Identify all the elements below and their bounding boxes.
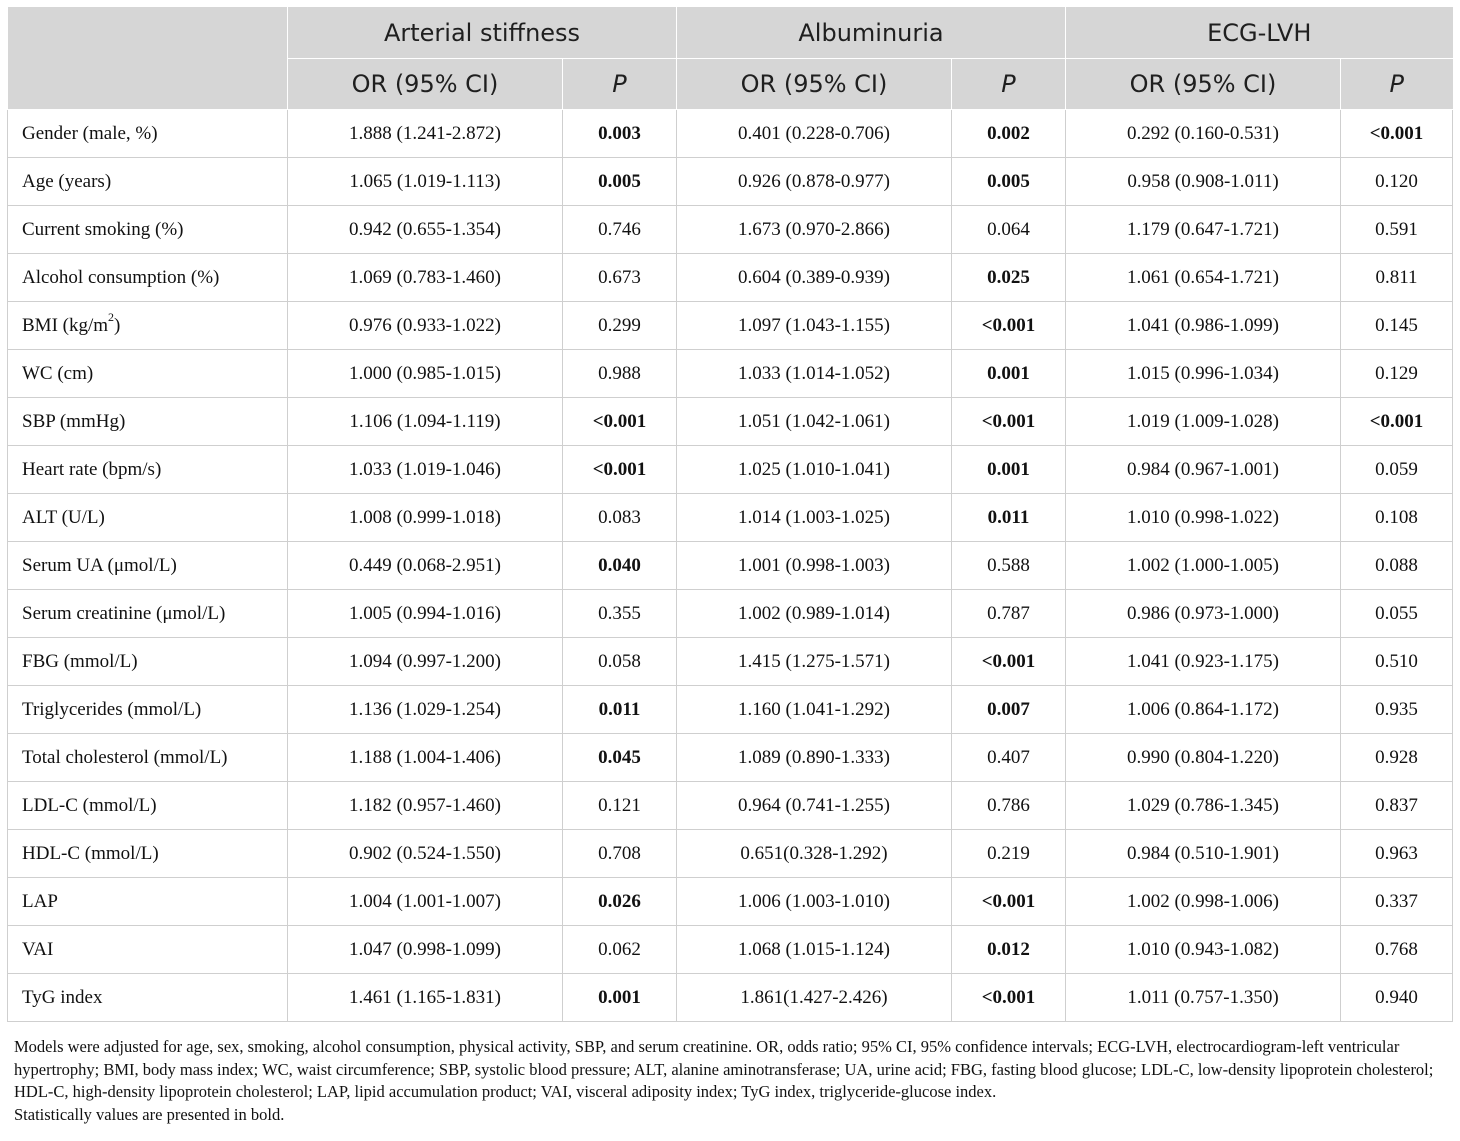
arterial-stiffness-p: 0.005 [563, 158, 677, 206]
albuminuria-p: 0.002 [952, 110, 1066, 158]
albuminuria-or: 1.097 (1.043-1.155) [677, 302, 952, 350]
albuminuria-or: 0.926 (0.878-0.977) [677, 158, 952, 206]
albuminuria-or: 0.604 (0.389-0.939) [677, 254, 952, 302]
ecg-lvh-or: 0.958 (0.908-1.011) [1066, 158, 1341, 206]
albuminuria-p: <0.001 [952, 974, 1066, 1022]
row-label-superscript: 2 [108, 310, 115, 325]
albuminuria-p: 0.588 [952, 542, 1066, 590]
table-row [8, 878, 1453, 926]
ecg-lvh-p: 0.928 [1341, 734, 1453, 782]
arterial-stiffness-p: 0.003 [563, 110, 677, 158]
albuminuria-p: 0.001 [952, 446, 1066, 494]
table-row [8, 686, 1453, 734]
row-label: Serum UA (μmol/L) [8, 542, 288, 590]
row-label: Serum creatinine (μmol/L) [8, 590, 288, 638]
ecg-lvh-or: 1.015 (0.996-1.034) [1066, 350, 1341, 398]
table-footnotes [14, 1036, 1444, 1126]
arterial-stiffness-p: <0.001 [563, 398, 677, 446]
arterial-stiffness-or: 1.106 (1.094-1.119) [288, 398, 563, 446]
arterial-stiffness-or: 0.976 (0.933-1.022) [288, 302, 563, 350]
arterial-stiffness-or: 1.182 (0.957-1.460) [288, 782, 563, 830]
albuminuria-or: 1.006 (1.003-1.010) [677, 878, 952, 926]
header-group-arterial-stiffness: Arterial stiffness [288, 7, 677, 59]
ecg-lvh-p: 0.837 [1341, 782, 1453, 830]
albuminuria-p: 0.025 [952, 254, 1066, 302]
row-label: LDL-C (mmol/L) [8, 782, 288, 830]
albuminuria-or: 1.001 (0.998-1.003) [677, 542, 952, 590]
albuminuria-p: 0.005 [952, 158, 1066, 206]
row-label: LAP [8, 878, 288, 926]
ecg-lvh-or: 0.292 (0.160-0.531) [1066, 110, 1341, 158]
arterial-stiffness-or: 0.449 (0.068-2.951) [288, 542, 563, 590]
row-label-tail: ) [114, 314, 121, 336]
row-label: FBG (mmol/L) [8, 638, 288, 686]
arterial-stiffness-p: 0.355 [563, 590, 677, 638]
table-wrapper [7, 7, 1452, 1022]
arterial-stiffness-p: 0.708 [563, 830, 677, 878]
arterial-stiffness-p: 0.988 [563, 350, 677, 398]
arterial-stiffness-p: <0.001 [563, 446, 677, 494]
albuminuria-p: <0.001 [952, 878, 1066, 926]
header-blank-cell [8, 7, 288, 110]
arterial-stiffness-or: 1.136 (1.029-1.254) [288, 686, 563, 734]
albuminuria-or: 1.861(1.427-2.426) [677, 974, 952, 1022]
albuminuria-or: 1.068 (1.015-1.124) [677, 926, 952, 974]
header-or-ci: OR (95% CI) [1066, 59, 1341, 110]
ecg-lvh-p: 0.337 [1341, 878, 1453, 926]
arterial-stiffness-p: 0.062 [563, 926, 677, 974]
ecg-lvh-p: 0.129 [1341, 350, 1453, 398]
table-row [8, 830, 1453, 878]
table-row [8, 590, 1453, 638]
table-row [8, 158, 1453, 206]
arterial-stiffness-or: 0.942 (0.655-1.354) [288, 206, 563, 254]
table-body [8, 110, 1453, 1022]
arterial-stiffness-or: 1.888 (1.241-2.872) [288, 110, 563, 158]
ecg-lvh-or: 1.041 (0.986-1.099) [1066, 302, 1341, 350]
ecg-lvh-p: 0.088 [1341, 542, 1453, 590]
table-row [8, 638, 1453, 686]
arterial-stiffness-or: 1.188 (1.004-1.406) [288, 734, 563, 782]
ecg-lvh-or: 1.010 (0.998-1.022) [1066, 494, 1341, 542]
table-row [8, 926, 1453, 974]
albuminuria-or: 1.014 (1.003-1.025) [677, 494, 952, 542]
ecg-lvh-or: 1.002 (1.000-1.005) [1066, 542, 1341, 590]
row-label: Age (years) [8, 158, 288, 206]
ecg-lvh-or: 1.029 (0.786-1.345) [1066, 782, 1341, 830]
header-group-ecg-lvh: ECG-LVH [1066, 7, 1453, 59]
footnote-bold-note: Statistically values are presented in bold. [14, 1104, 285, 1124]
row-label: VAI [8, 926, 288, 974]
header-or-ci: OR (95% CI) [288, 59, 563, 110]
albuminuria-p: 0.064 [952, 206, 1066, 254]
albuminuria-p: 0.012 [952, 926, 1066, 974]
arterial-stiffness-or: 1.004 (1.001-1.007) [288, 878, 563, 926]
header-p: P [952, 59, 1066, 110]
albuminuria-p: <0.001 [952, 302, 1066, 350]
albuminuria-or: 1.160 (1.041-1.292) [677, 686, 952, 734]
arterial-stiffness-or: 1.047 (0.998-1.099) [288, 926, 563, 974]
arterial-stiffness-or: 1.461 (1.165-1.831) [288, 974, 563, 1022]
albuminuria-or: 0.651(0.328-1.292) [677, 830, 952, 878]
arterial-stiffness-p: 0.083 [563, 494, 677, 542]
ecg-lvh-p: <0.001 [1341, 110, 1453, 158]
arterial-stiffness-p: 0.673 [563, 254, 677, 302]
ecg-lvh-p: 0.811 [1341, 254, 1453, 302]
header-or-ci: OR (95% CI) [677, 59, 952, 110]
ecg-lvh-p: 0.768 [1341, 926, 1453, 974]
table-row [8, 350, 1453, 398]
arterial-stiffness-or: 1.008 (0.999-1.018) [288, 494, 563, 542]
albuminuria-p: <0.001 [952, 638, 1066, 686]
row-label: SBP (mmHg) [8, 398, 288, 446]
row-label: Alcohol consumption (%) [8, 254, 288, 302]
albuminuria-or: 0.964 (0.741-1.255) [677, 782, 952, 830]
albuminuria-p: 0.001 [952, 350, 1066, 398]
ecg-lvh-or: 1.010 (0.943-1.082) [1066, 926, 1341, 974]
albuminuria-p: 0.787 [952, 590, 1066, 638]
table-row [8, 446, 1453, 494]
albuminuria-p: 0.407 [952, 734, 1066, 782]
ecg-lvh-or: 1.019 (1.009-1.028) [1066, 398, 1341, 446]
row-label: ALT (U/L) [8, 494, 288, 542]
table-row [8, 734, 1453, 782]
row-label: Gender (male, %) [8, 110, 288, 158]
arterial-stiffness-p: 0.045 [563, 734, 677, 782]
ecg-lvh-p: 0.059 [1341, 446, 1453, 494]
arterial-stiffness-or: 1.094 (0.997-1.200) [288, 638, 563, 686]
arterial-stiffness-or: 0.902 (0.524-1.550) [288, 830, 563, 878]
table-row [8, 302, 1453, 350]
row-label-text: BMI (kg/m [22, 314, 109, 336]
ecg-lvh-p: 0.963 [1341, 830, 1453, 878]
arterial-stiffness-or: 1.033 (1.019-1.046) [288, 446, 563, 494]
row-label: Current smoking (%) [8, 206, 288, 254]
table-row [8, 110, 1453, 158]
ecg-lvh-or: 1.061 (0.654-1.721) [1066, 254, 1341, 302]
ecg-lvh-or: 1.002 (0.998-1.006) [1066, 878, 1341, 926]
table-header [8, 7, 1453, 110]
arterial-stiffness-p: 0.001 [563, 974, 677, 1022]
arterial-stiffness-p: 0.011 [563, 686, 677, 734]
arterial-stiffness-p: 0.299 [563, 302, 677, 350]
table-row [8, 254, 1453, 302]
albuminuria-or: 1.025 (1.010-1.041) [677, 446, 952, 494]
table-row [8, 206, 1453, 254]
row-label: TyG index [8, 974, 288, 1022]
ecg-lvh-or: 1.041 (0.923-1.175) [1066, 638, 1341, 686]
albuminuria-or: 0.401 (0.228-0.706) [677, 110, 952, 158]
albuminuria-or: 1.089 (0.890-1.333) [677, 734, 952, 782]
albuminuria-or: 1.051 (1.042-1.061) [677, 398, 952, 446]
ecg-lvh-p: <0.001 [1341, 398, 1453, 446]
ecg-lvh-or: 0.986 (0.973-1.000) [1066, 590, 1341, 638]
row-label: WC (cm) [8, 350, 288, 398]
albuminuria-p: <0.001 [952, 398, 1066, 446]
albuminuria-p: 0.011 [952, 494, 1066, 542]
ecg-lvh-or: 0.984 (0.510-1.901) [1066, 830, 1341, 878]
footnote-abbreviations: Models were adjusted for age, sex, smoking, alcohol consumption, physical activity, SBP, and serum creatinine. OR, odds ratio; 95% CI, 95% confidence intervals; ECG-LVH, electrocardiogram-left ventricular hypertrophy; BMI, body mass index; WC, waist circumference; SBP, systolic blood pressure; ALT, alanine aminotransferase; UA, urine acid; FBG, fasting blood glucose; LDL-C, low-density lipoprotein cholesterol; HDL-C, high-density lipoprotein cholesterol; LAP, lipid accumulation product; VAI, visceral adiposity index; TyG index, triglyceride-glucose index. [14, 1037, 1434, 1101]
albuminuria-or: 1.415 (1.275-1.571) [677, 638, 952, 686]
ecg-lvh-or: 1.011 (0.757-1.350) [1066, 974, 1341, 1022]
albuminuria-or: 1.673 (0.970-2.866) [677, 206, 952, 254]
arterial-stiffness-or: 1.000 (0.985-1.015) [288, 350, 563, 398]
row-label: Triglycerides (mmol/L) [8, 686, 288, 734]
albuminuria-or: 1.002 (0.989-1.014) [677, 590, 952, 638]
ecg-lvh-p: 0.940 [1341, 974, 1453, 1022]
albuminuria-p: 0.786 [952, 782, 1066, 830]
albuminuria-or: 1.033 (1.014-1.052) [677, 350, 952, 398]
arterial-stiffness-or: 1.065 (1.019-1.113) [288, 158, 563, 206]
arterial-stiffness-p: 0.746 [563, 206, 677, 254]
arterial-stiffness-p: 0.058 [563, 638, 677, 686]
table-row [8, 974, 1453, 1022]
arterial-stiffness-or: 1.069 (0.783-1.460) [288, 254, 563, 302]
ecg-lvh-p: 0.510 [1341, 638, 1453, 686]
table-row [8, 782, 1453, 830]
results-table [7, 7, 1453, 1022]
row-label: HDL-C (mmol/L) [8, 830, 288, 878]
arterial-stiffness-p: 0.040 [563, 542, 677, 590]
ecg-lvh-or: 0.984 (0.967-1.001) [1066, 446, 1341, 494]
ecg-lvh-p: 0.935 [1341, 686, 1453, 734]
ecg-lvh-p: 0.108 [1341, 494, 1453, 542]
table-row [8, 542, 1453, 590]
arterial-stiffness-p: 0.121 [563, 782, 677, 830]
ecg-lvh-p: 0.055 [1341, 590, 1453, 638]
ecg-lvh-or: 1.006 (0.864-1.172) [1066, 686, 1341, 734]
albuminuria-p: 0.007 [952, 686, 1066, 734]
table-row [8, 494, 1453, 542]
ecg-lvh-or: 0.990 (0.804-1.220) [1066, 734, 1341, 782]
ecg-lvh-p: 0.120 [1341, 158, 1453, 206]
row-label [8, 302, 288, 350]
row-label: Heart rate (bpm/s) [8, 446, 288, 494]
header-p: P [1341, 59, 1453, 110]
ecg-lvh-p: 0.145 [1341, 302, 1453, 350]
arterial-stiffness-p: 0.026 [563, 878, 677, 926]
row-label: Total cholesterol (mmol/L) [8, 734, 288, 782]
albuminuria-p: 0.219 [952, 830, 1066, 878]
header-p: P [563, 59, 677, 110]
header-group-albuminuria: Albuminuria [677, 7, 1066, 59]
ecg-lvh-p: 0.591 [1341, 206, 1453, 254]
table-row [8, 398, 1453, 446]
arterial-stiffness-or: 1.005 (0.994-1.016) [288, 590, 563, 638]
ecg-lvh-or: 1.179 (0.647-1.721) [1066, 206, 1341, 254]
